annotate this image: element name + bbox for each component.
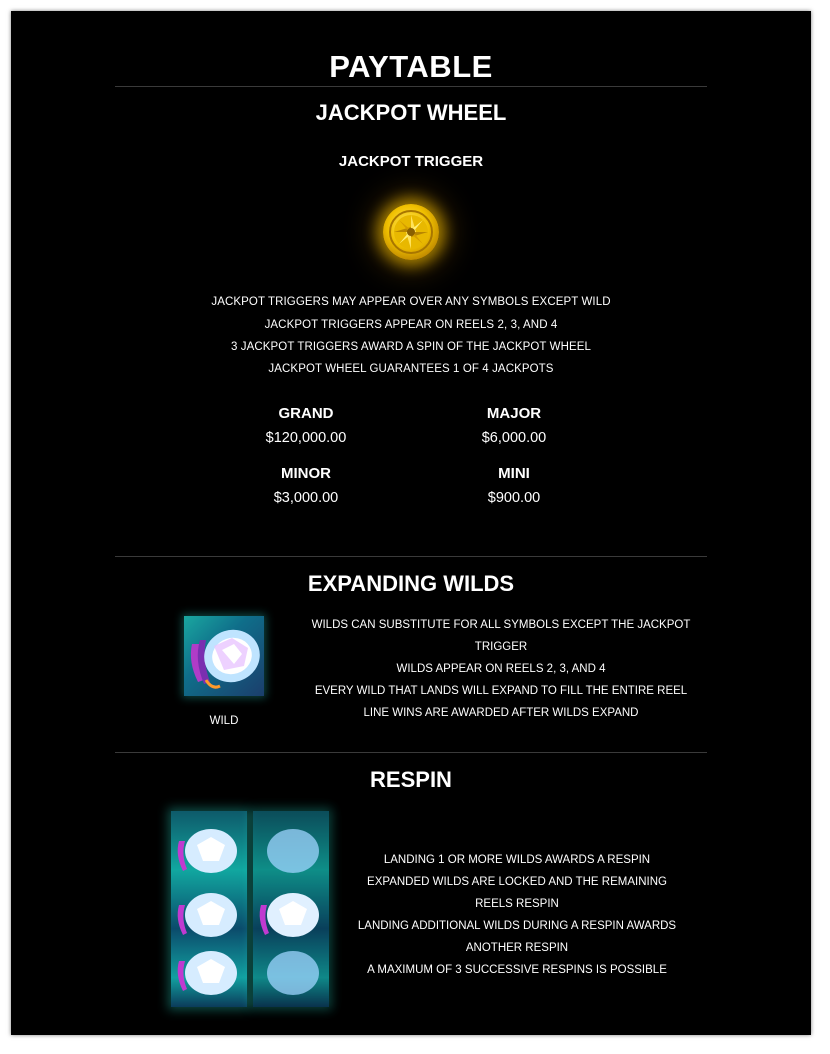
jackpot-rule-line: JACKPOT TRIGGERS MAY APPEAR OVER ANY SYMBOLS EXCEPT WILD: [211, 296, 611, 308]
expanding-rule-line: EVERY WILD THAT LANDS WILL EXPAND TO FILL THE ENTIRE REEL: [314, 685, 688, 697]
respin-rule-line: LANDING ADDITIONAL WILDS DURING A RESPIN AWARDS: [357, 920, 677, 932]
jackpot-grand-value: $120,000.00: [265, 430, 347, 446]
jackpot-grand-label: GRAND: [278, 405, 334, 422]
jackpot-major-label: MAJOR: [486, 405, 542, 422]
jackpot-trigger-heading: JACKPOT TRIGGER: [338, 153, 484, 170]
jackpot-rule-line: JACKPOT TRIGGERS APPEAR ON REELS 2, 3, AND 4: [264, 319, 558, 331]
respin-rule-line: LANDING 1 OR MORE WILDS AWARDS A RESPIN: [383, 854, 651, 866]
expanding-rule-line: LINE WINS ARE AWARDED AFTER WILDS EXPAND: [363, 707, 639, 719]
expanding-wilds-rules: [291, 614, 711, 724]
jackpot-wheel-heading: JACKPOT WHEEL: [315, 100, 507, 125]
respin-rules: [347, 849, 687, 981]
jackpot-mini-value: $900.00: [487, 490, 541, 506]
paytable-title: PAYTABLE: [329, 49, 493, 84]
respin-rule-line: A MAXIMUM OF 3 SUCCESSIVE RESPINS IS POSSIBLE: [367, 964, 667, 976]
divider: [115, 752, 707, 753]
respin-rule-line: REELS RESPIN: [475, 898, 559, 910]
jackpot-mini-label: MINI: [498, 465, 530, 482]
expanded-wild-reels-icon: [171, 811, 331, 1007]
jackpot-trigger-coin-icon: [383, 204, 439, 260]
divider: [115, 556, 707, 557]
jackpot-minor-label: MINOR: [281, 465, 331, 482]
expanding-rule-line: WILDS CAN SUBSTITUTE FOR ALL SYMBOLS EXCEPT THE JACKPOT: [311, 619, 691, 631]
jackpot-rule-line: JACKPOT WHEEL GUARANTEES 1 OF 4 JACKPOTS: [268, 363, 554, 375]
respin-heading: RESPIN: [370, 767, 452, 792]
jackpot-minor-value: $3,000.00: [273, 490, 339, 506]
divider: [115, 86, 707, 87]
jackpot-major-value: $6,000.00: [481, 430, 547, 446]
paytable-panel: [11, 11, 811, 1035]
wild-gem-icon: [184, 616, 264, 696]
expanding-rule-line: WILDS APPEAR ON REELS 2, 3, AND 4: [396, 663, 606, 675]
expanding-wilds-heading: EXPANDING WILDS: [307, 571, 515, 596]
respin-rule-line: EXPANDED WILDS ARE LOCKED AND THE REMAINING: [367, 876, 667, 888]
jackpot-rule-line: 3 JACKPOT TRIGGERS AWARD A SPIN OF THE JACKPOT WHEEL: [230, 341, 592, 353]
expanding-rule-line: TRIGGER: [474, 641, 528, 653]
respin-rule-line: ANOTHER RESPIN: [465, 942, 569, 954]
wild-symbol-label: WILD: [209, 715, 239, 727]
